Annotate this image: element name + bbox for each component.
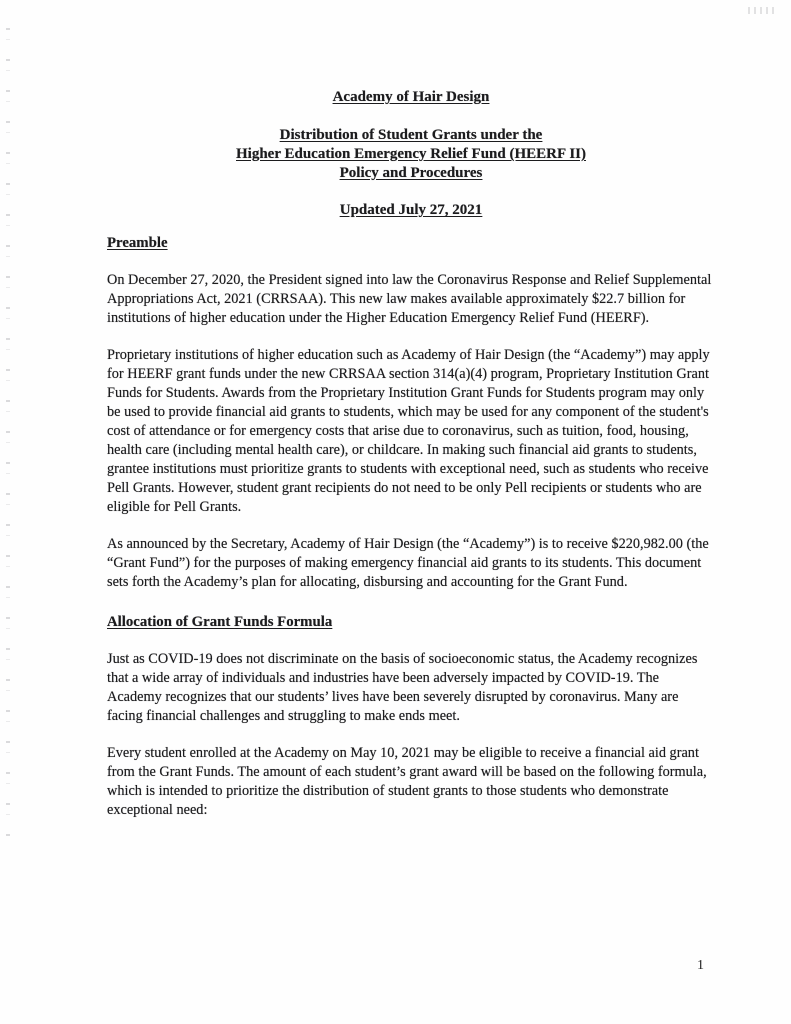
scan-noise-top-right — [748, 7, 778, 14]
document-updated-date: Updated July 27, 2021 — [339, 202, 483, 218]
document-content — [107, 88, 715, 834]
paragraph: Proprietary institutions of higher education such as Academy of Hair Design (the “Academy”) may apply for HEERF grant funds under the new CRRSAA section 314(a)(4) program, Proprietary Institution Grant Funds for Students. Awards from the Proprietary Institution Grant Funds for Students program may only be used to provide financial aid grants to students, which may be used for any component of the student's cost of attendance or for emergency costs that arise due to coronavirus, such as tuition, food, housing, health care (including mental health care), or childcare. In making such financial aid grants to students, grantee institutions must prioritize grants to students with exceptional need, such as students who receive Pell Grants. However, student grant recipients do not need to be only Pell recipients or students who are eligible for Pell Grants. — [107, 347, 710, 515]
paragraph: Just as COVID-19 does not discriminate on the basis of socioeconomic status, the Academy recognizes that a wide array of individuals and industries have been adversely impacted by COVID-19. The Academy recognizes that our students’ lives have been severely disrupted by coronavirus. Many are facing financial challenges and struggling to make ends meet. — [107, 651, 698, 724]
document-subtitle-line-1: Distribution of Student Grants under the — [279, 127, 543, 143]
paragraph: On December 27, 2020, the President signed into law the Coronavirus Response and Relief Supplemental Appropriations Act, 2021 (CRRSAA). This new law makes available approximately $22.7 billion for institutions of higher education under the Higher Education Emergency Relief Fund (HEERF). — [107, 272, 712, 326]
page-number: 1 — [697, 958, 704, 973]
document-title-text: Academy of Hair Design — [332, 89, 490, 105]
section-heading-allocation-formula: Allocation of Grant Funds Formula — [107, 614, 333, 630]
document-title — [107, 88, 715, 107]
scan-noise-left-edge — [6, 28, 10, 838]
section-heading-preamble: Preamble — [107, 235, 168, 251]
document-subtitle-line-2: Higher Education Emergency Relief Fund (HEERF II) — [236, 146, 586, 162]
paragraph: As announced by the Secretary, Academy of Hair Design (the “Academy”) is to receive $220,982.00 (the “Grant Fund”) for the purposes of making emergency financial aid grants to its students. This document sets forth the Academy’s plan for allocating, disbursing and accounting for the Grant Fund. — [107, 536, 709, 590]
paragraph: Every student enrolled at the Academy on May 10, 2021 may be eligible to receive a financial aid grant from the Grant Funds. The amount of each student’s grant award will be based on the following formula, which is intended to prioritize the distribution of student grants to those students who demonstrate exceptional need: — [107, 745, 707, 818]
document-subtitle-line-3: Policy and Procedures — [339, 165, 483, 181]
